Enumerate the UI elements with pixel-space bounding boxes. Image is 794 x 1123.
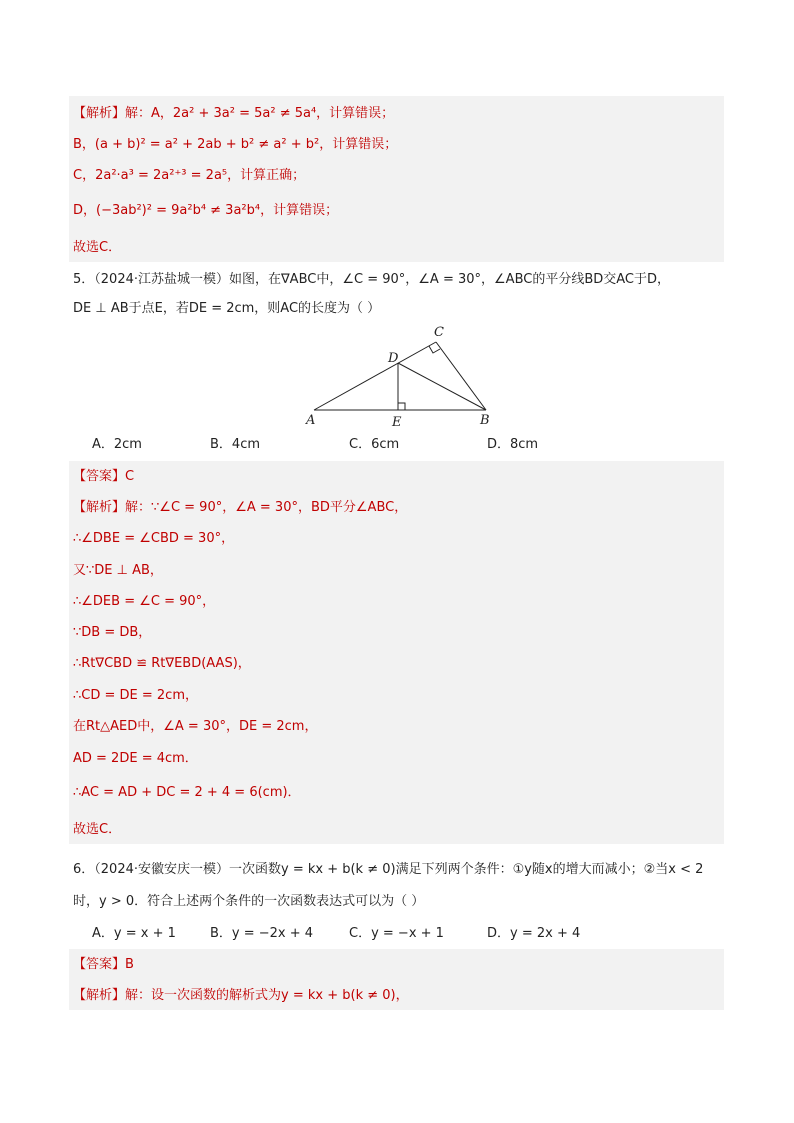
q5-option-c: C．6cm <box>349 437 400 452</box>
analysis-line-b: B，(a + b)² = a² + 2ab + b² ≠ a² + b²，计算错误； <box>73 137 398 152</box>
q5-triangle-figure <box>0 322 794 432</box>
answer-value: C <box>125 469 135 484</box>
q5-option-d: D．8cm <box>487 437 539 452</box>
q6-option-d: D．y = 2x + 4 <box>487 926 581 941</box>
analysis-tag: 【解析】 <box>73 988 126 1003</box>
right-angle-mark-e <box>398 403 405 410</box>
answer-value: B <box>125 957 134 972</box>
q5-step: ∴∠DBE = ∠CBD = 30°， <box>73 531 235 546</box>
q6-option-b: B．y = −2x + 4 <box>210 926 314 941</box>
q6-answer <box>73 955 134 975</box>
q5-option-b: B．4cm <box>210 437 261 452</box>
q6-analysis-first <box>73 986 409 1006</box>
q5-answer <box>73 467 134 487</box>
q6-stem-line1: 6．（2024·安徽安庆一模）一次函数y = kx + b(k ≠ 0)满足下列两个条件：①y随x的增大而减小；②当x < 2 <box>73 862 704 877</box>
q5-step: AD = 2DE = 4cm． <box>73 751 198 766</box>
q5-analysis-first <box>73 498 407 518</box>
label-e: E <box>392 415 402 430</box>
label-b: B <box>480 413 490 428</box>
q5-step: ∴CD = DE = 2cm， <box>73 688 198 703</box>
analysis-line-c: C，2a²·a³ = 2a²⁺³ = 2a⁵，计算正确； <box>73 168 306 183</box>
analysis-text: 解：A，2a² + 3a² = 5a² ≠ 5a⁴，计算错误； <box>125 106 395 121</box>
label-a: A <box>306 413 316 428</box>
q5-step: 在Rt△AED中，∠A = 30°，DE = 2cm， <box>73 719 318 734</box>
label-c: C <box>434 325 444 340</box>
q5-step: 又∵DE ⊥ AB， <box>73 563 163 578</box>
analysis-text: 解：∵∠C = 90°，∠A = 30°，BD平分∠ABC， <box>125 500 408 515</box>
q5-step: ∵DB = DB， <box>73 625 152 640</box>
analysis-text: 解：设一次函数的解析式为y = kx + b(k ≠ 0)， <box>125 988 409 1003</box>
right-angle-mark-c <box>429 346 440 353</box>
analysis-line-d: D，(−3ab²)² = 9a²b⁴ ≠ 3a²b⁴，计算错误； <box>73 203 339 218</box>
analysis-tag: 【解析】 <box>73 106 126 121</box>
q5-stem-line1: 5．（2024·江苏盐城一模）如图，在∇ABC中，∠C = 90°，∠A = 30°，∠ABC的平分线BD交AC于D， <box>73 272 671 287</box>
analysis-tag: 【解析】 <box>73 500 126 515</box>
side-cb <box>436 342 486 410</box>
side-ac <box>314 342 436 410</box>
q5-step: ∴AC = AD + DC = 2 + 4 = 6(cm)． <box>73 785 301 800</box>
q5-step: ∴∠DEB = ∠C = 90°， <box>73 594 216 609</box>
q6-stem-line2: 时，y > 0．符合上述两个条件的一次函数表达式可以为（ ） <box>73 894 425 909</box>
q5-option-a: A．2cm <box>92 437 142 452</box>
q5-stem-line2: DE ⊥ AB于点E，若DE = 2cm，则AC的长度为（ ） <box>73 301 381 316</box>
answer-tag: 【答案】 <box>73 469 126 484</box>
q6-option-a: A．y = x + 1 <box>92 926 176 941</box>
bisector-bd <box>398 363 486 410</box>
q5-conclusion: 故选C． <box>73 822 122 837</box>
analysis-conclusion: 故选C． <box>73 240 122 255</box>
answer-tag: 【答案】 <box>73 957 126 972</box>
q6-option-c: C．y = −x + 1 <box>349 926 444 941</box>
label-d: D <box>388 351 399 366</box>
q5-step: ∴Rt∇CBD ≌ Rt∇EBD(AAS)， <box>73 656 251 671</box>
analysis-line-a <box>73 104 394 124</box>
